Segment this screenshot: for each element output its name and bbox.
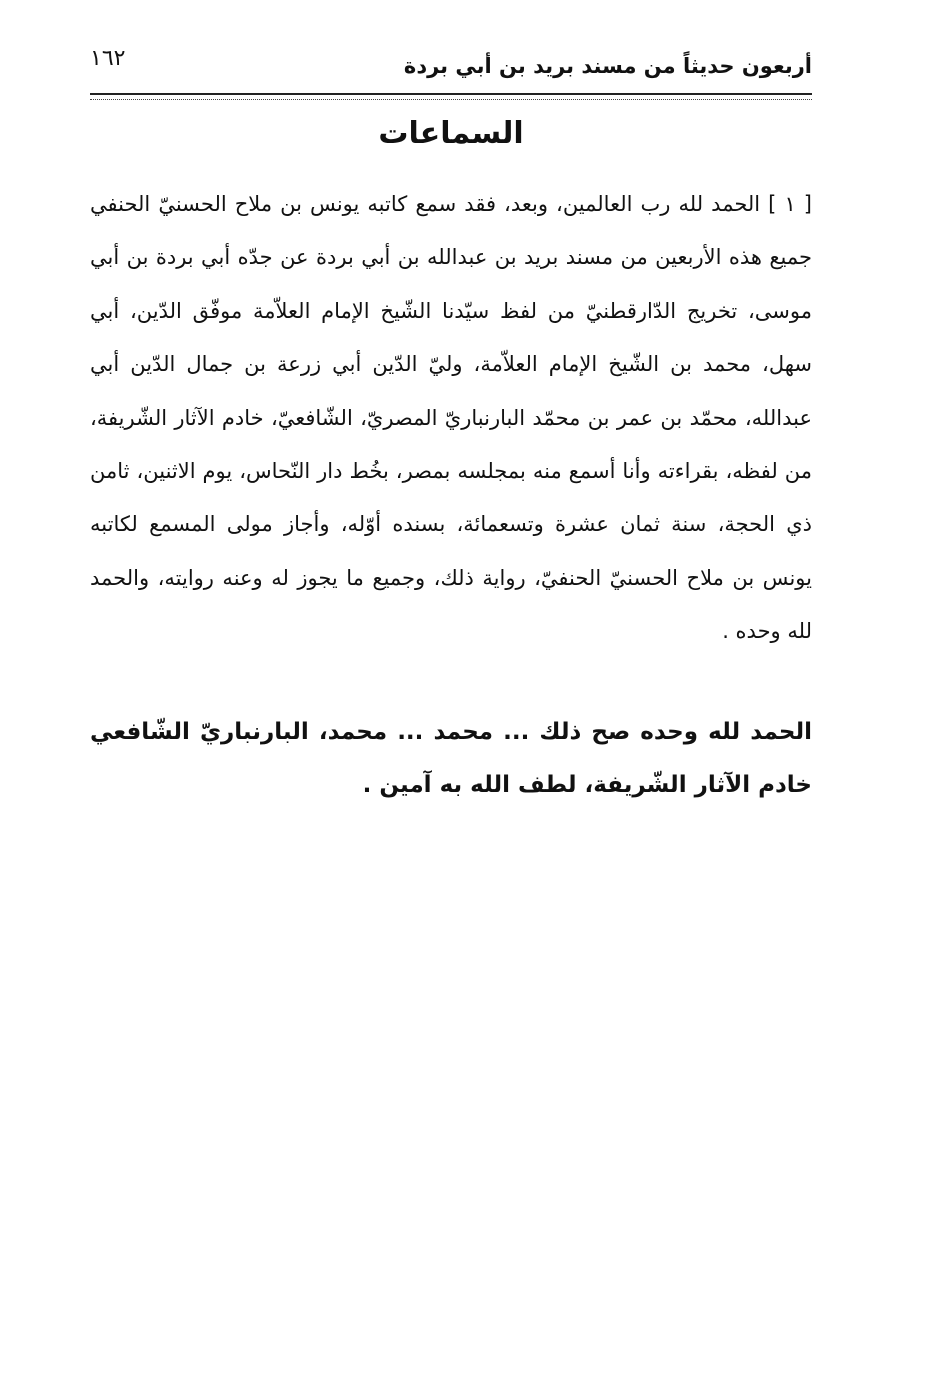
section-title: السماعات [378,116,524,151]
closing-paragraph: الحمد لله وحده صح ذلك ... محمد ... محمد، البارنباريّ الشّافعي خادم الآثار الشّريفة، لطف الله به آمين . [90,719,812,798]
running-header [90,44,812,94]
page-number: ١٦٢ [90,46,126,71]
header-rule [90,93,812,100]
running-title: أربعون حديثاً من مسند بريد بن أبي بردة [403,54,812,78]
body-paragraph: [ ١ ] الحمد لله رب العالمين، وبعد، فقد سمع كاتبه يونس بن ملاح الحسنيّ الحنفي جميع هذه الأربعين من مسند بريد بن عبدالله بن أبي بردة عن جدّه أبي بردة بن أبي موسى، تخريج الدّارقطنيّ من لفظ سيّدنا الشّيخ الإمام العلاّمة موفّق الدّين، أبي سهل، محمد بن الشّيخ الإمام العلاّمة، وليّ الدّين أبي زرعة بن جمال الدّين أبي عبدالله، محمّد بن عمر بن محمّد البارنباريّ المصريّ، الشّافعيّ، خادم الآثار الشّريفة، من لفظه، بقراءته وأنا أسمع منه بمجلسه بمصر، بخُط دار النّحاس، يوم الاثنين، ثامن ذي الحجة، سنة ثمان عشرة وتسعمائة، بسنده أوّله، وأجاز مولى المسمع لكاتبه يونس بن ملاح الحسنيّ الحنفيّ، رواية ذلك، وجميع ما يجوز له وعنه روايته، والحمد لله وحده . [90,192,812,644]
